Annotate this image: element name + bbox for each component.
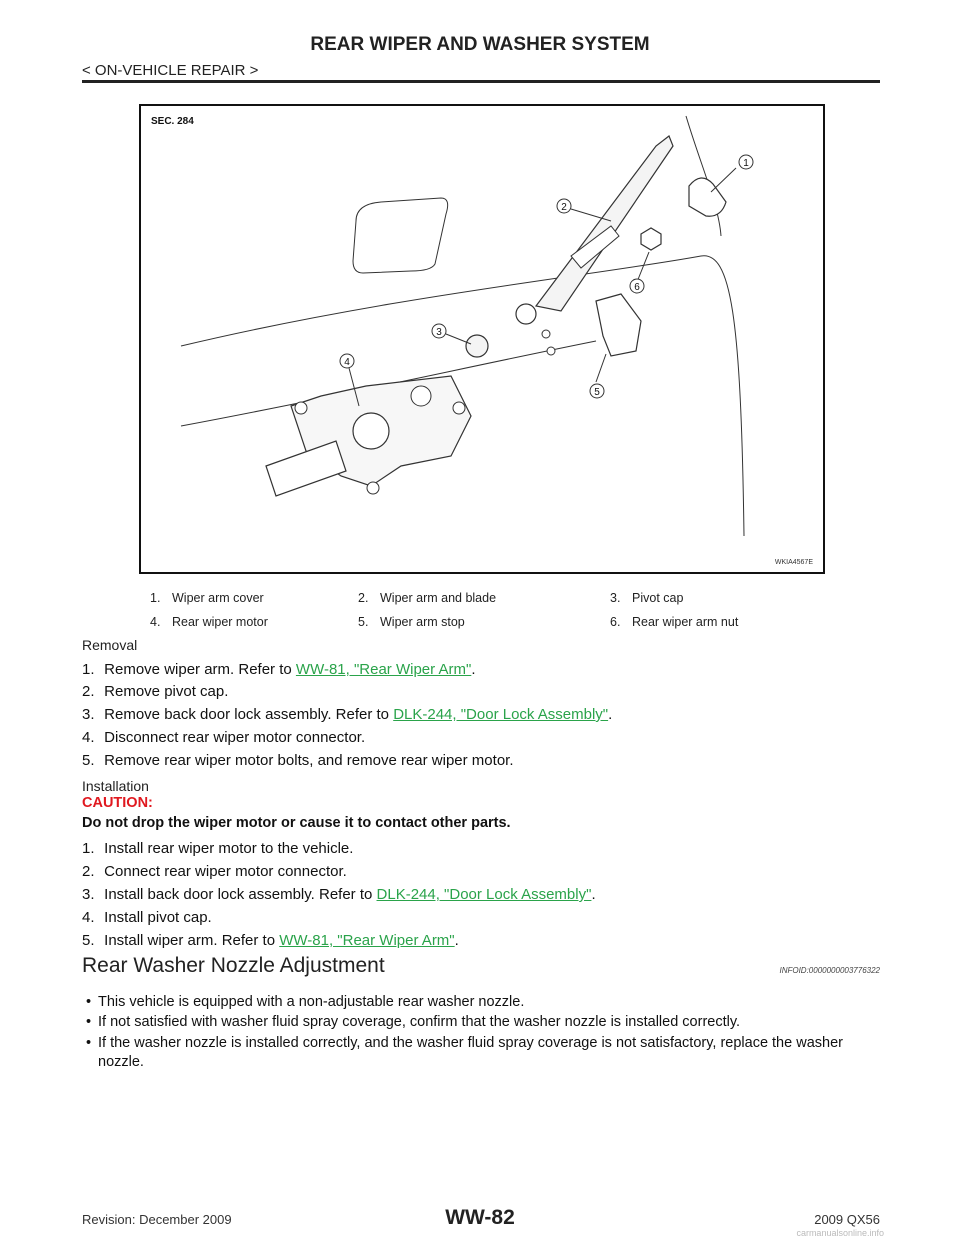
arm-nut-shape: [641, 228, 661, 250]
step-punct: .: [471, 661, 476, 678]
bullet-text: If the washer nozzle is installed correctly, and the washer fluid spray coverage is not satisfactory, replace the washer nozzle.: [98, 1035, 843, 1070]
installation-step-3: [82, 886, 596, 903]
step-number: 1.: [82, 661, 95, 678]
callout-2: 2: [561, 202, 567, 213]
legend-number: 3.: [610, 591, 621, 605]
back-door-outline: [181, 256, 744, 536]
bullet-dot-icon: •: [86, 1014, 92, 1030]
step-text: Disconnect rear wiper motor connector.: [104, 729, 366, 746]
footer-revision: Revision: December 2009: [82, 1212, 232, 1227]
legend-number: 6.: [610, 615, 621, 629]
legend-item: [610, 591, 830, 605]
removal-step-3: [82, 706, 612, 723]
bolt-shape: [547, 347, 555, 355]
leader-line: [637, 252, 649, 282]
legend-number: 2.: [358, 591, 369, 605]
body-edge-line: [686, 116, 721, 236]
ref-link-dlk244[interactable]: DLK-244, "Door Lock Assembly": [393, 706, 609, 723]
legend-item: [150, 591, 358, 605]
removal-step-2: [82, 683, 228, 700]
legend-label: Wiper arm cover: [172, 591, 264, 605]
removal-step-5: [82, 752, 514, 769]
wiper-arm-shape: [536, 136, 673, 311]
breadcrumb: < ON-VEHICLE REPAIR >: [82, 62, 259, 79]
step-text: Remove pivot cap.: [104, 683, 229, 700]
step-punct: .: [608, 706, 613, 723]
ref-link-ww81[interactable]: WW-81, "Rear Wiper Arm": [295, 661, 472, 678]
ref-link-dlk244[interactable]: DLK-244, "Door Lock Assembly": [376, 886, 592, 903]
info-id: INFOID:0000000003776322: [779, 966, 880, 975]
bolt-shape: [542, 330, 550, 338]
ref-link-ww81[interactable]: WW-81, "Rear Wiper Arm": [279, 932, 455, 949]
bullet-item: [82, 1034, 882, 1072]
section-heading: Rear Washer Nozzle Adjustment: [82, 954, 385, 977]
step-number: 3.: [82, 886, 95, 903]
legend-item: [358, 591, 610, 605]
legend-label: Rear wiper motor: [172, 615, 268, 629]
step-text: Remove back door lock assembly. Refer to: [104, 706, 394, 723]
caution-title: CAUTION:: [82, 795, 153, 811]
legend-label: Rear wiper arm nut: [632, 615, 739, 629]
wiper-assembly-illustration: [141, 106, 823, 572]
mount-bolt-shape: [453, 402, 465, 414]
installation-step-1: [82, 840, 353, 857]
callout-4: 4: [344, 357, 350, 368]
header-divider: [82, 80, 880, 83]
callout-3: 3: [436, 327, 442, 338]
bullet-text: This vehicle is equipped with a non-adjustable rear washer nozzle.: [98, 994, 525, 1010]
legend-label: Pivot cap: [632, 591, 684, 605]
installation-step-5: [82, 932, 459, 949]
legend-number: 1.: [150, 591, 161, 605]
callout-1: 1: [743, 158, 749, 169]
legend-item: [610, 615, 830, 629]
figure-legend: [150, 586, 830, 634]
callout-6: 6: [634, 282, 640, 293]
motor-gear-shape: [353, 413, 389, 449]
page-title: REAR WIPER AND WASHER SYSTEM: [310, 34, 650, 55]
step-text: Remove wiper arm. Refer to: [104, 661, 296, 678]
step-number: 1.: [82, 840, 95, 857]
mount-bolt-shape: [367, 482, 379, 494]
caution-text: Do not drop the wiper motor or cause it to contact other parts.: [82, 815, 511, 831]
exploded-view-figure: [139, 104, 825, 574]
mount-bolt-shape: [295, 402, 307, 414]
legend-row: [150, 586, 830, 610]
callout-5: 5: [594, 387, 600, 398]
installation-step-4: [82, 909, 212, 926]
step-text: Connect rear wiper motor connector.: [104, 863, 347, 880]
step-text: Remove rear wiper motor bolts, and remove rear wiper motor.: [104, 752, 514, 769]
installation-heading: Installation: [82, 778, 149, 794]
legend-item: [358, 615, 610, 629]
legend-item: [150, 615, 358, 629]
step-text: Install rear wiper motor to the vehicle.: [104, 840, 354, 857]
wiper-arm-stop-shape: [596, 294, 641, 356]
step-punct: .: [454, 932, 459, 949]
legend-label: Wiper arm stop: [380, 615, 465, 629]
legend-number: 5.: [358, 615, 369, 629]
leader-line: [446, 334, 471, 344]
step-number: 3.: [82, 706, 95, 723]
pivot-cap-shape: [466, 335, 488, 357]
step-number: 2.: [82, 863, 95, 880]
watermark: carmanualsonline.info: [796, 1228, 884, 1238]
step-text: Install back door lock assembly. Refer to: [104, 886, 377, 903]
rear-window-outline: [353, 198, 448, 273]
removal-step-1: [82, 661, 475, 678]
legend-label: Wiper arm and blade: [380, 591, 497, 605]
step-number: 5.: [82, 932, 95, 949]
wiper-pivot-shape: [516, 304, 536, 324]
wiper-arm-cover-shape: [689, 178, 726, 216]
step-text: Install pivot cap.: [104, 909, 212, 926]
removal-heading: Removal: [82, 637, 138, 653]
footer-model: 2009 QX56: [814, 1212, 880, 1227]
step-number: 4.: [82, 729, 95, 746]
motor-shaft-shape: [411, 386, 431, 406]
installation-step-2: [82, 863, 347, 880]
bullet-dot-icon: •: [86, 1035, 92, 1051]
bullet-text: If not satisfied with washer fluid spray coverage, confirm that the washer nozzle is installed correctly.: [98, 1014, 741, 1030]
leader-line: [596, 354, 606, 382]
bullet-item: [82, 1014, 882, 1030]
leader-line: [711, 168, 736, 192]
step-punct: .: [591, 886, 596, 903]
step-text: Install wiper arm. Refer to: [104, 932, 280, 949]
bullet-dot-icon: •: [86, 994, 92, 1010]
legend-row: [150, 610, 830, 634]
legend-number: 4.: [150, 615, 161, 629]
removal-step-4: [82, 729, 365, 746]
step-number: 5.: [82, 752, 95, 769]
section-code-label: SEC. 284: [151, 116, 194, 127]
step-number: 2.: [82, 683, 95, 700]
page-number: WW-82: [445, 1206, 515, 1229]
bullet-item: [82, 994, 882, 1010]
figure-code: WKIA4567E: [774, 559, 813, 566]
step-number: 4.: [82, 909, 95, 926]
